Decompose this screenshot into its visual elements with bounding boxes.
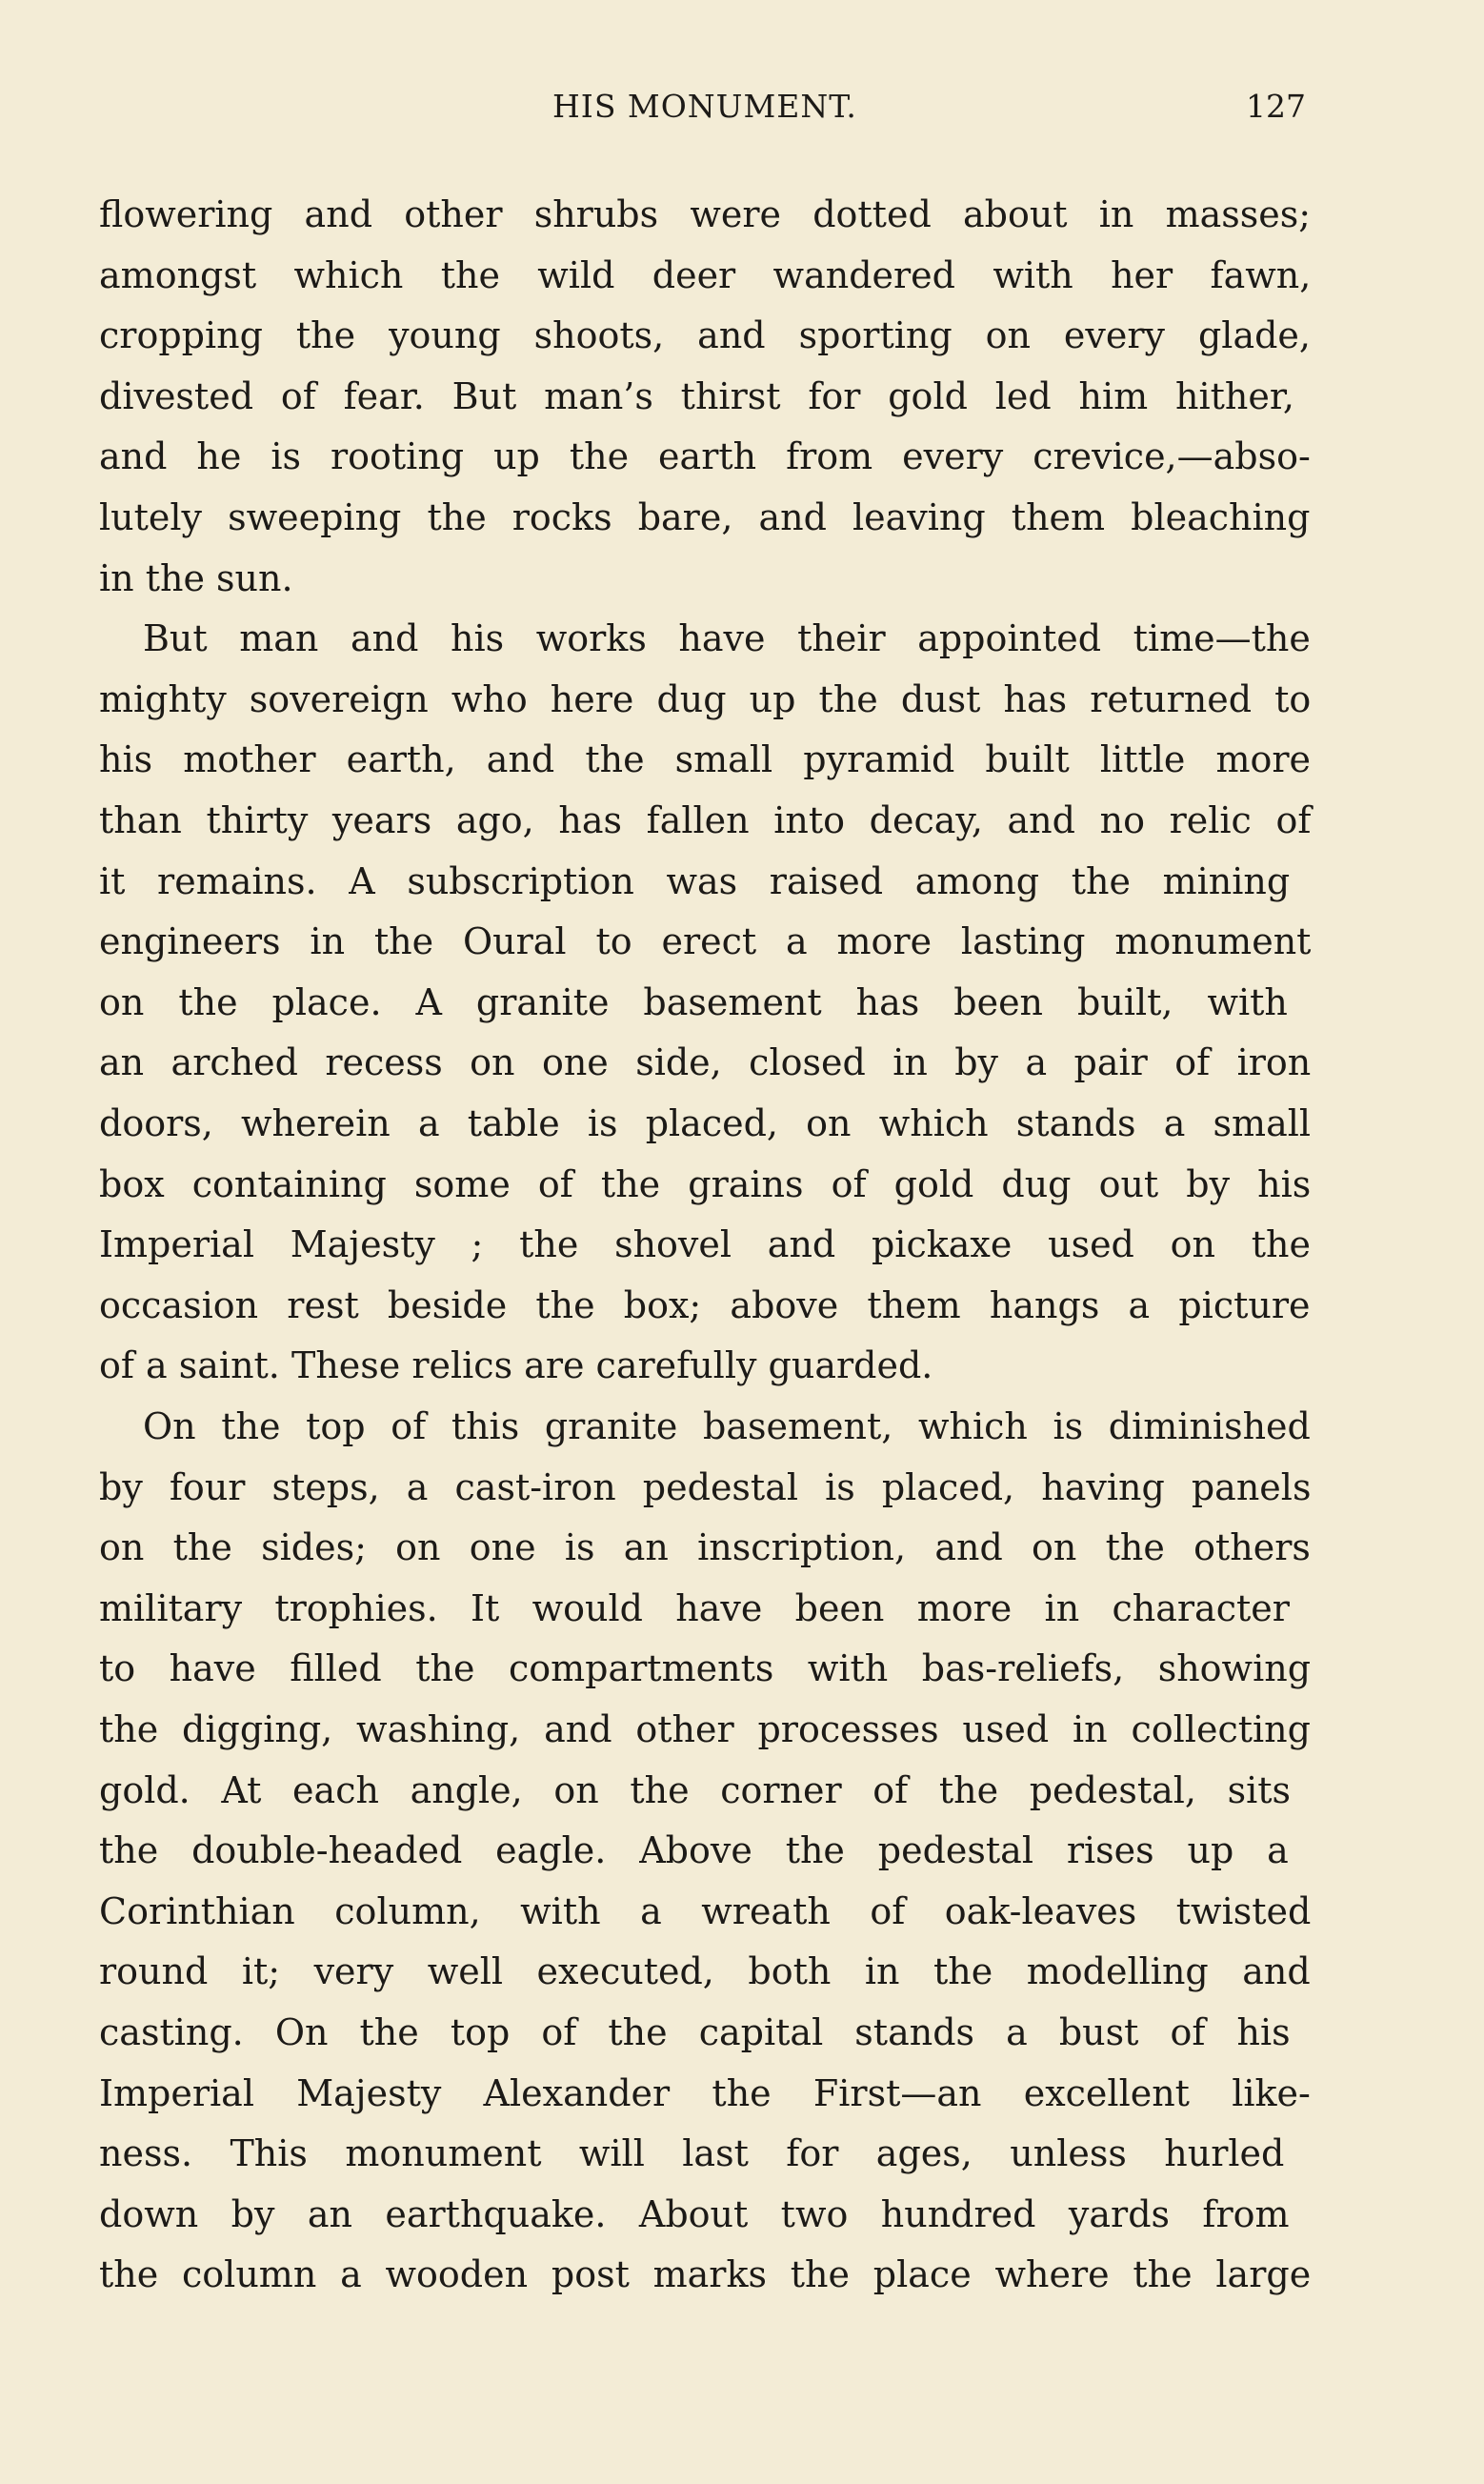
text-line: to have filled the compartments with bas-reliefs, showing: [99, 1647, 1312, 1690]
text-line: box containing some of the grains of gold dug out by his: [99, 1162, 1312, 1205]
text-line: occasion rest beside the box; above them hangs a picture: [99, 1283, 1311, 1326]
text-line: the double-headed eagle. Above the pedestal rises up a: [99, 1829, 1289, 1872]
text-line: than thirty years ago, has fallen into decay, and no relic of: [99, 799, 1312, 841]
text-line: on the sides; on one is an inscription, and on the others: [99, 1526, 1311, 1569]
text-line: Imperial Majesty ; the shovel and pickaxe used on the: [99, 1223, 1311, 1266]
text-line: cropping the young shoots, and sporting on every glade,: [99, 314, 1311, 357]
text-line: amongst which the wild deer wandered with her fawn,: [99, 253, 1312, 296]
text-line: military trophies. It would have been more in character: [99, 1586, 1290, 1629]
text-line: But man and his works have their appointed time—the: [143, 617, 1311, 660]
text-line: an arched recess on one side, closed in by a pair of iron: [99, 1041, 1312, 1084]
text-line: by four steps, a cast-iron pedestal is placed, having panels: [99, 1465, 1312, 1508]
running-head: [0, 88, 1484, 145]
text-line: ness. This monument will last for ages, unless hurled: [99, 2132, 1285, 2175]
running-title: HIS MONUMENT.: [552, 88, 857, 125]
text-line: the digging, washing, and other processes used in collecting: [99, 1708, 1311, 1750]
text-line: flowering and other shrubs were dotted about in masses;: [99, 193, 1312, 235]
text-line: On the top of this granite basement, which is diminished: [143, 1405, 1311, 1447]
text-line: doors, wherein a table is placed, on which stands a small: [99, 1102, 1312, 1144]
text-line: his mother earth, and the small pyramid built little more: [99, 738, 1312, 781]
text-line: gold. At each angle, on the corner of the pedestal, sits: [99, 1768, 1292, 1811]
text-line: Corinthian column, with a wreath of oak-leaves twisted: [99, 1889, 1312, 1932]
text-line: casting. On the top of the capital stands a bust of his: [99, 2011, 1291, 2053]
text-line: mighty sovereign who here dug up the dust has returned to: [99, 677, 1312, 720]
text-line: divested of fear. But man’s thirst for gold led him hither,: [99, 374, 1294, 417]
text-line: lutely sweeping the rocks bare, and leaving them bleaching: [99, 496, 1311, 538]
text-line: in the sun.: [99, 556, 293, 599]
text-line: engineers in the Oural to erect a more lasting monument: [99, 920, 1312, 963]
page-number: 127: [1246, 88, 1306, 125]
text-line: it remains. A subscription was raised among the mining: [99, 859, 1291, 902]
text-line: on the place. A granite basement has been built, with: [99, 980, 1288, 1023]
text-line: Imperial Majesty Alexander the First—an excellent like-: [99, 2071, 1311, 2114]
text-line: the column a wooden post marks the place where the large: [99, 2253, 1312, 2296]
text-line: round it; very well executed, both in the modelling and: [99, 1950, 1311, 1993]
text-line: and he is rooting up the earth from every crevice,—abso-: [99, 435, 1311, 478]
text-line: down by an earthquake. About two hundred yards from: [99, 2192, 1290, 2235]
text-line: of a saint. These relics are carefully guarded.: [99, 1344, 933, 1387]
